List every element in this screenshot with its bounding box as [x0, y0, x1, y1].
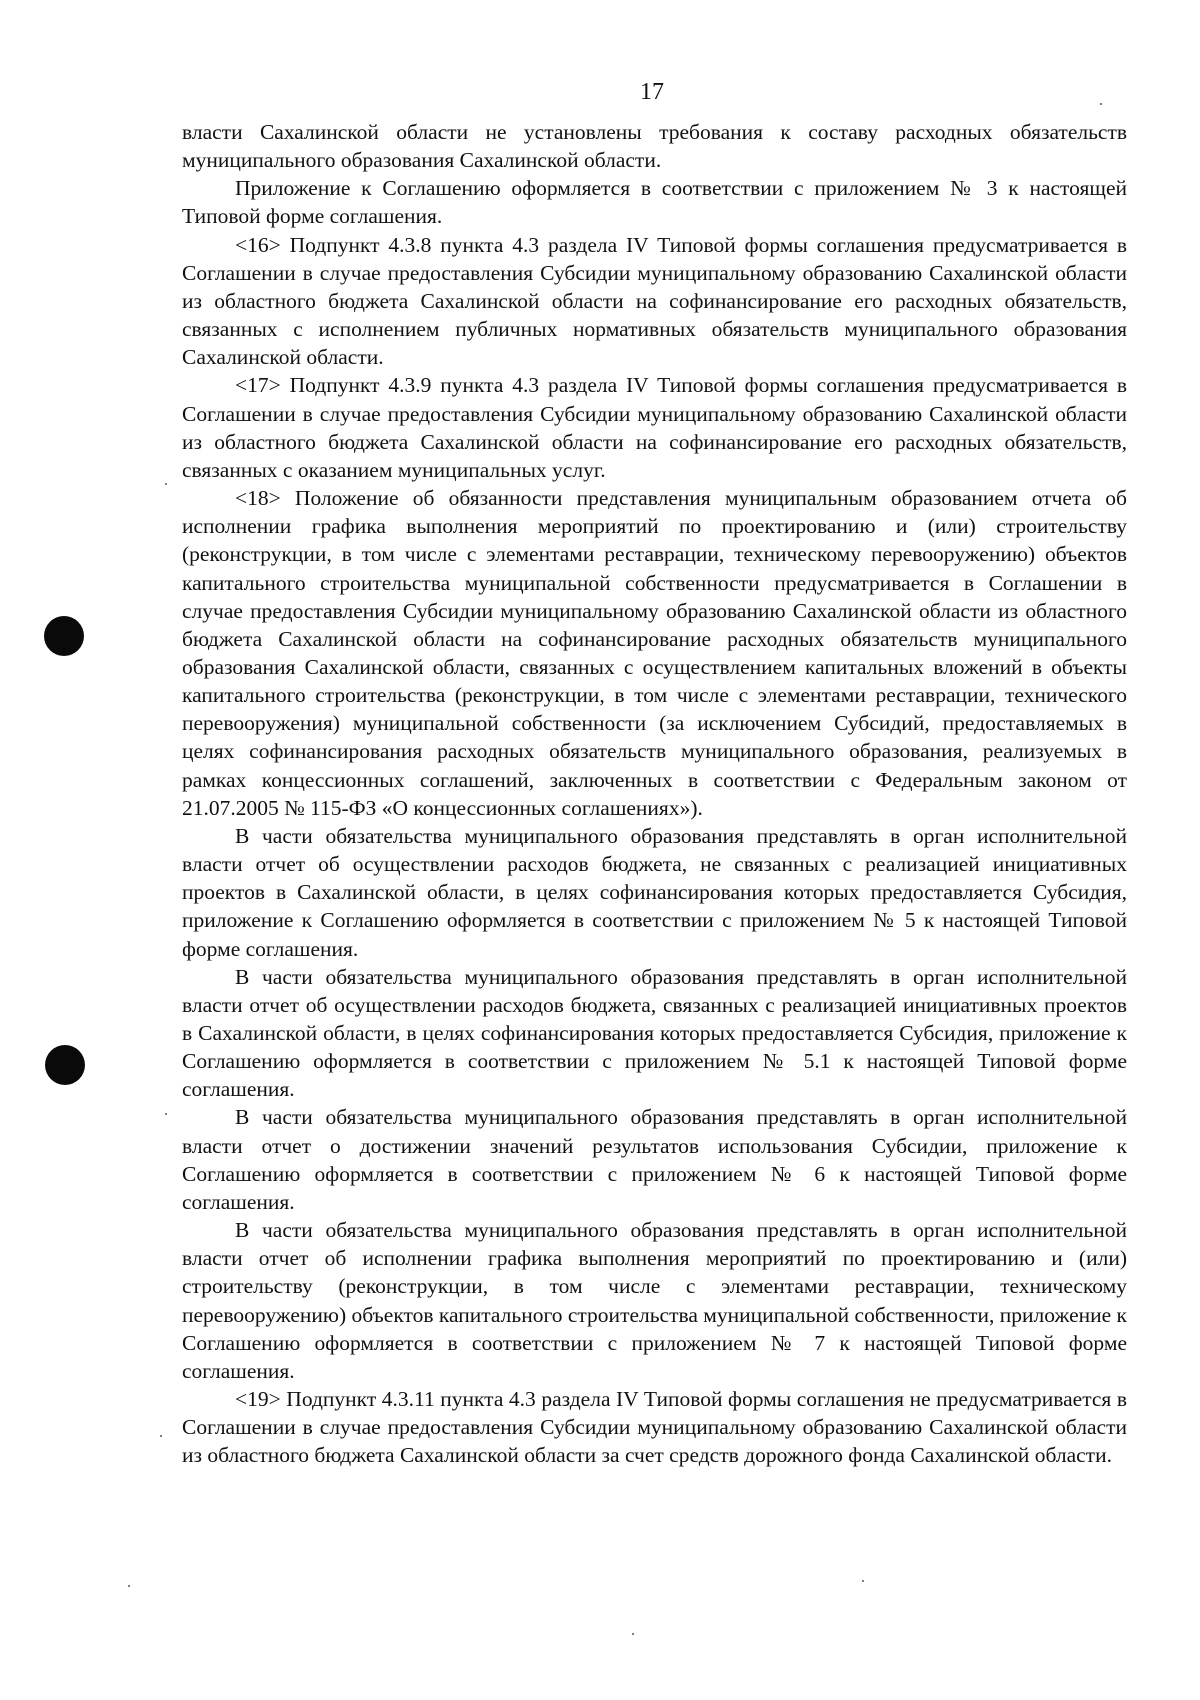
scan-speck — [165, 483, 167, 485]
punch-hole-top — [44, 616, 84, 656]
paragraph-appendix-6: В части обязательства муниципального образования представлять в орган исполнительной власти отчет о достижении значений результатов использования Субсидии, приложение к Соглашению оформляется в соответствии с приложением № 6 к настоящей Типовой форме соглашения. — [182, 1105, 1127, 1214]
scan-speck — [165, 1113, 167, 1115]
footnote-17: <17> Подпункт 4.3.9 пункта 4.3 раздела IV Типовой формы соглашения предусматривается в Соглашении в случае предоставления Субсидии муниципальному образованию Сахалинской области из областного бюджета Сахалинской области на софинансирование его расходных обязательств, связанных с оказанием муниципальных услуг. — [182, 373, 1127, 482]
footnote-18: <18> Положение об обязанности представления муниципальным образованием отчета об исполнении графика выполнения мероприятий по проектированию и (или) строительству (реконструкции, в том числе с элементами реставрации, техническому перевооружению) объектов капитального строительства муниципальной собственности предусматривается в Соглашении в случае предоставления Субсидии муниципальному образованию Сахалинской области из областного бюджета Сахалинской области на софинансирование расходных обязательств муниципального образования Сахалинской области, связанных с осуществлением капитальных вложений в объекты капитального строительства (реконструкции, в том числе с элементами реставрации, технического перевооружения) муниципальной собственности (за исключением Субсидий, предоставляемых в целях софинансирования расходных обязательств муниципального образования, реализуемых в рамках концессионных соглашений, заключенных в соответствии с Федеральным законом от 21.07.2005 № 115-ФЗ «О концессионных соглашениях»). — [182, 486, 1127, 820]
punch-hole-bottom — [45, 1045, 85, 1085]
paragraph-appendix-5: В части обязательства муниципального образования представлять в орган исполнительной власти отчет об осуществлении расходов бюджета, не связанных с реализацией инициативных проектов в Сахалинской области, в целях софинансирования которых предоставляется Субсидия, приложение к Соглашению оформляется в соответствии с приложением № 5 к настоящей Типовой форме соглашения. — [182, 823, 1127, 961]
scan-speck — [632, 1633, 634, 1635]
document-body — [182, 118, 1127, 1470]
scan-speck — [862, 1580, 864, 1582]
paragraph-continuation: власти Сахалинской области не установлены требования к составу расходных обязательств муниципального образования Сахалинской области. — [182, 120, 1127, 173]
scan-speck — [128, 1585, 130, 1587]
footnote-19: <19> Подпункт 4.3.11 пункта 4.3 раздела IV Типовой формы соглашения не предусматривается в Соглашении в случае предоставления Субсидии муниципальному образованию Сахалинской области из областного бюджета Сахалинской области за счет средств дорожного фонда Сахалинской области. — [182, 1387, 1127, 1468]
paragraph-appendix-5-1: В части обязательства муниципального образования представлять в орган исполнительной власти отчет об осуществлении расходов бюджета, связанных с реализацией инициативных проектов в Сахалинской области, в целях софинансирования которых предоставляется Субсидия, приложение к Соглашению оформляется в соответствии с приложением № 5.1 к настоящей Типовой форме соглашения. — [182, 964, 1127, 1102]
scan-speck — [160, 1435, 162, 1437]
scan-speck — [1100, 103, 1102, 105]
paragraph-appendix-7: В части обязательства муниципального образования представлять в орган исполнительной власти отчет об исполнении графика выполнения мероприятий по проектированию и (или) строительству (реконструкции, в том числе с элементами реставрации, техническому перевооружению) объектов капитального строительства муниципальной собственности, приложение к Соглашению оформляется в соответствии с приложением № 7 к настоящей Типовой форме соглашения. — [182, 1218, 1127, 1383]
page-number: 17 — [640, 79, 664, 105]
paragraph-appendix-3: Приложение к Соглашению оформляется в соответствии с приложением № 3 к настоящей Типовой форме соглашения. — [182, 176, 1127, 229]
footnote-16: <16> Подпункт 4.3.8 пункта 4.3 раздела IV Типовой формы соглашения предусматривается в Соглашении в случае предоставления Субсидии муниципальному образованию Сахалинской области из областного бюджета Сахалинской области на софинансирование его расходных обязательств, связанных с исполнением публичных нормативных обязательств муниципального образования Сахалинской области. — [182, 232, 1127, 370]
